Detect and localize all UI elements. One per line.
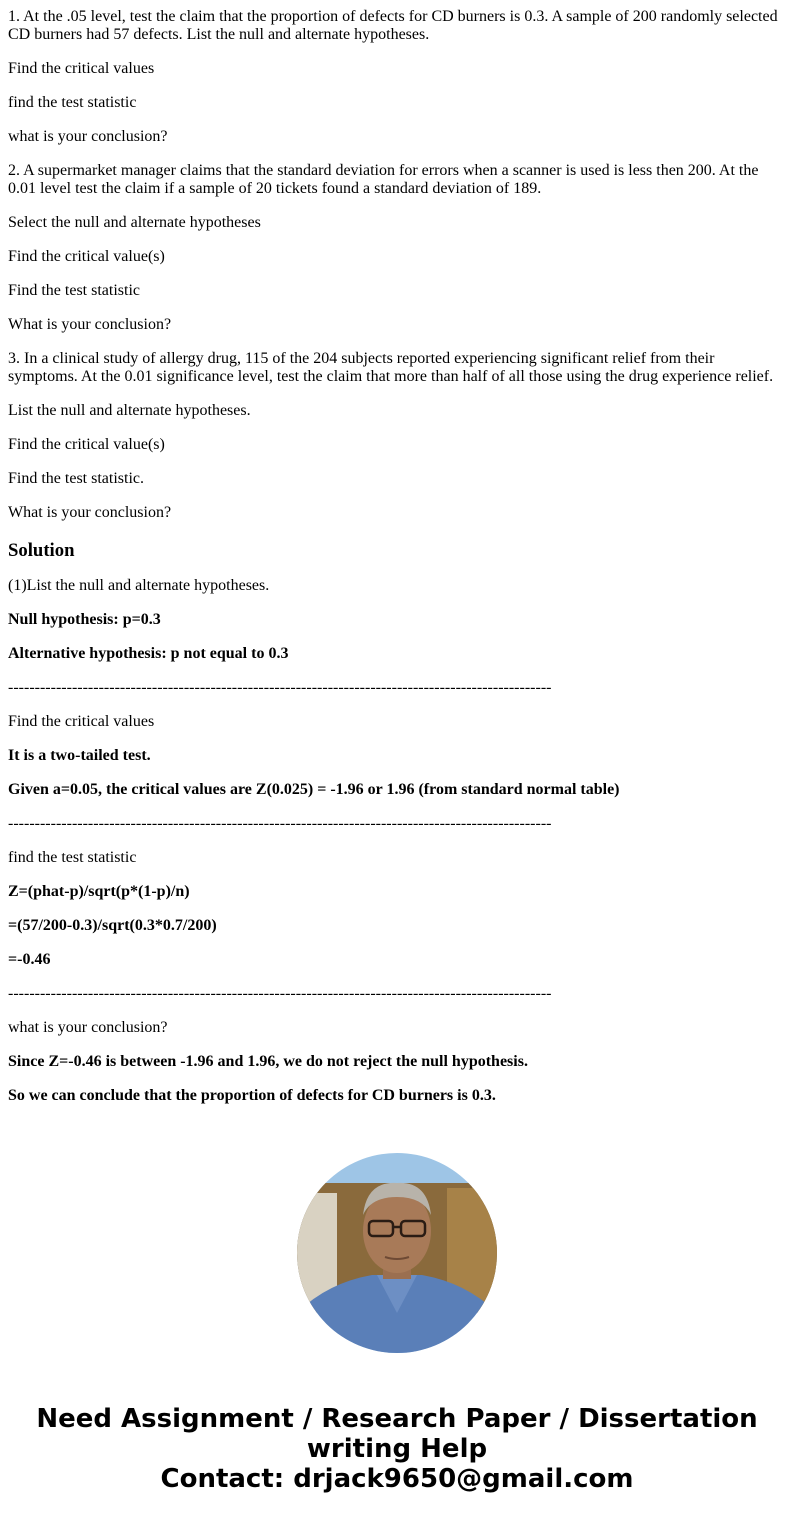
divider-line: ------------------------------------------------------------------------------------------------------ <box>8 679 552 696</box>
question-3-test-statistic: Find the test statistic. <box>8 470 144 487</box>
question-1-critical-values: Find the critical values <box>8 60 155 77</box>
solution-step-label: (1)List the null and alternate hypotheses. <box>8 577 270 594</box>
question-3-text: 3. In a clinical study of allergy drug, 115 of the 204 subjects reported experiencing significant relief from their symptoms. At the 0.01 significance level, test the claim that more than half of all those using the drug experience relief. <box>8 350 774 385</box>
solution-step-label: Find the critical values <box>8 713 155 730</box>
critical-values: Given a=0.05, the critical values are Z(0.025) = -1.96 or 1.96 (from standard normal table) <box>8 781 620 798</box>
question-3-hypotheses: List the null and alternate hypotheses. <box>8 402 251 419</box>
question-2-conclusion: What is your conclusion? <box>8 316 172 333</box>
divider-line: ------------------------------------------------------------------------------------------------------ <box>8 985 552 1002</box>
test-type: It is a two-tailed test. <box>8 747 151 764</box>
question-2-text: 2. A supermarket manager claims that the standard deviation for errors when a scanner is used is less then 200. At the 0.01 level test the claim if a sample of 20 tickets found a standard deviation of 189. <box>8 162 759 197</box>
solution-step-label: find the test statistic <box>8 849 137 866</box>
question-3-critical-values: Find the critical value(s) <box>8 436 165 453</box>
formula-substitution: =(57/200-0.3)/sqrt(0.3*0.7/200) <box>8 917 217 934</box>
formula-result: =-0.46 <box>8 951 51 968</box>
question-2-critical-values: Find the critical value(s) <box>8 248 165 265</box>
null-hypothesis: Null hypothesis: p=0.3 <box>8 611 161 628</box>
formula: Z=(phat-p)/sqrt(p*(1-p)/n) <box>8 883 190 900</box>
solution-heading: Solution <box>8 540 75 561</box>
solution-step-label: what is your conclusion? <box>8 1019 168 1036</box>
question-1-text: 1. At the .05 level, test the claim that the proportion of defects for CD burners is 0.3. A sample of 200 randomly selected CD burners had 57 defects. List the null and alternate hypotheses. <box>8 8 778 43</box>
banner-contact: Contact: drjack9650@gmail.com <box>160 1464 634 1494</box>
banner-line-1: Need Assignment / Research Paper / Dissertation <box>36 1404 758 1434</box>
question-section <box>8 8 786 522</box>
divider-line: ------------------------------------------------------------------------------------------------------ <box>8 815 552 832</box>
question-1-test-statistic: find the test statistic <box>8 94 137 111</box>
conclusion-statement: So we can conclude that the proportion of defects for CD burners is 0.3. <box>8 1087 496 1104</box>
person-photo-icon <box>297 1153 497 1353</box>
question-2-hypotheses: Select the null and alternate hypotheses <box>8 214 261 231</box>
avatar <box>297 1153 497 1353</box>
conclusion-decision: Since Z=-0.46 is between -1.96 and 1.96, we do not reject the null hypothesis. <box>8 1053 528 1070</box>
question-2-test-statistic: Find the test statistic <box>8 282 140 299</box>
alternative-hypothesis: Alternative hypothesis: p not equal to 0.3 <box>8 645 289 662</box>
contact-banner <box>0 1404 794 1494</box>
question-3-conclusion: What is your conclusion? <box>8 504 172 521</box>
banner-line-2: writing Help <box>306 1434 488 1464</box>
solution-section <box>8 577 786 1105</box>
question-1-conclusion: what is your conclusion? <box>8 128 168 145</box>
